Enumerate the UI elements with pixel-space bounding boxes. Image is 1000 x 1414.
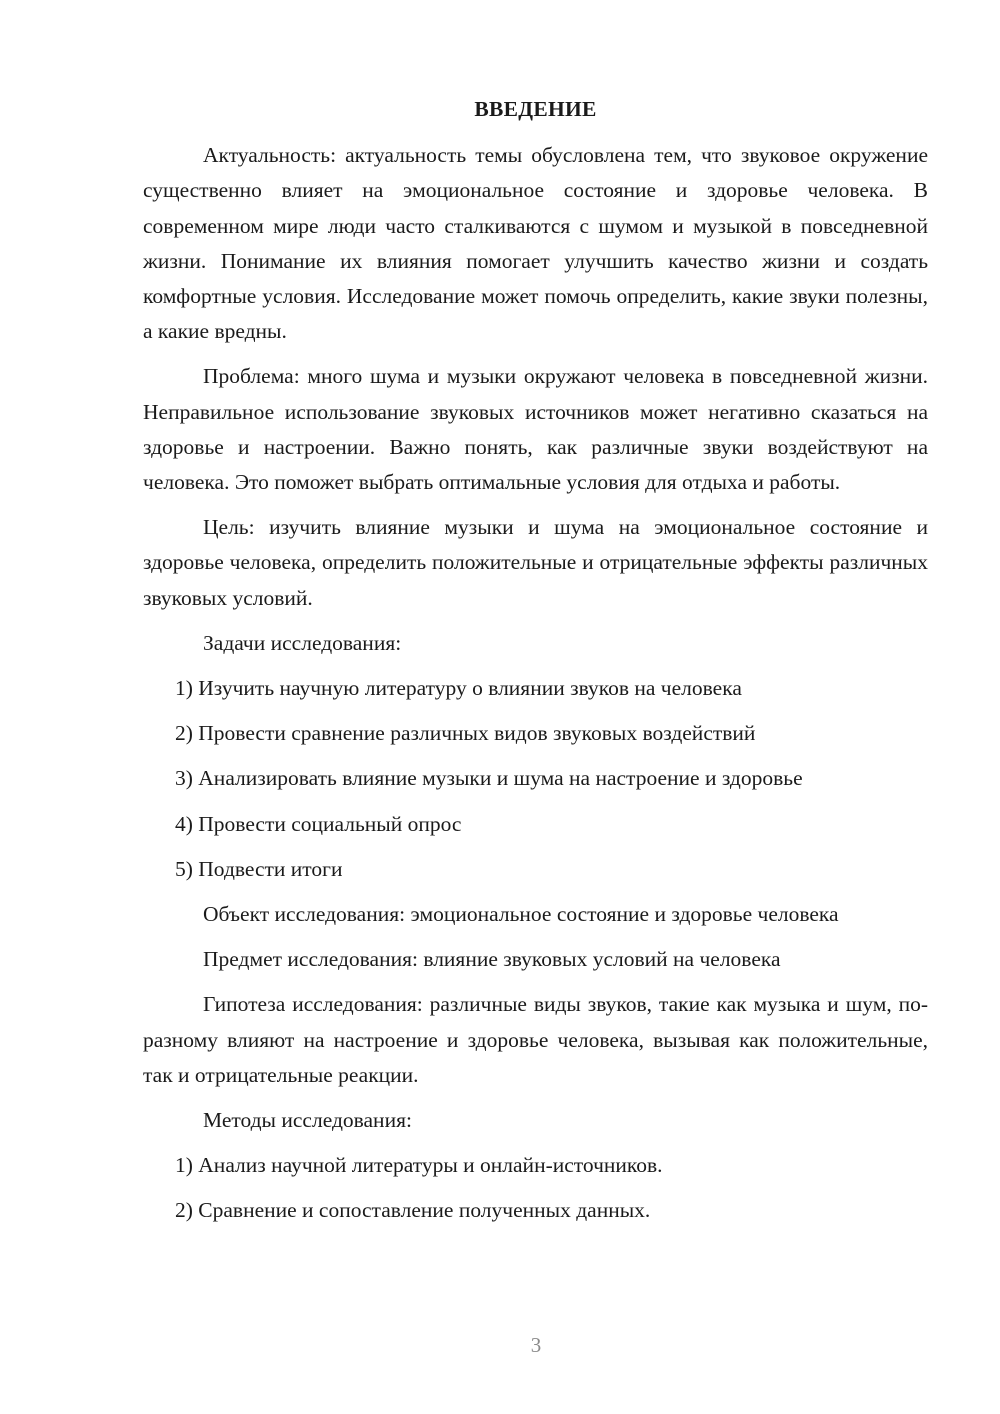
task-item: 3) Анализировать влияние музыки и шума на настроение и здоровье — [175, 766, 803, 791]
methods-heading: Методы исследования: — [203, 1108, 412, 1133]
object-paragraph: Объект исследования: эмоциональное состояние и здоровье человека — [203, 902, 839, 927]
method-item: 1) Анализ научной литературы и онлайн-источников. — [175, 1153, 663, 1178]
subject-paragraph: Предмет исследования: влияние звуковых условий на человека — [203, 947, 781, 972]
task-item: 5) Подвести итоги — [175, 856, 343, 881]
hypothesis-paragraph: Гипотеза исследования: различные виды звуков, такие как музыка и шум, по-разному влияют на настроение и здоровье человека, вызывая как положительные, так и отрицательные реакции. — [143, 992, 928, 1087]
task-item: 2) Провести сравнение различных видов звуковых воздействий — [175, 721, 756, 746]
task-item: 1) Изучить научную литературу о влиянии звуков на человека — [175, 676, 742, 701]
method-item: 2) Сравнение и сопоставление полученных данных. — [175, 1198, 651, 1223]
page-content — [143, 92, 928, 1239]
tasks-heading: Задачи исследования: — [203, 630, 402, 655]
problem-paragraph: Проблема: много шума и музыки окружают человека в повседневной жизни. Неправильное использование звуковых источников может негативно сказаться на здоровье и настроении. Важно понять, как различные звуки воздействуют на человека. Это поможет выбрать оптимальные условия для отдыха и работы. — [143, 364, 928, 495]
goal-paragraph: Цель: изучить влияние музыки и шума на эмоциональное состояние и здоровье человека, определить положительные и отрицательные эффекты различных звуковых условий. — [143, 515, 928, 610]
relevance-paragraph: Актуальность: актуальность темы обусловлена тем, что звуковое окружение существенно влияет на эмоциональное состояние и здоровье человека. В современном мире люди часто сталкиваются с шумом и музыкой в повседневной жизни. Понимание их влияния помогает улучшить качество жизни и создать комфортные условия. Исследование может помочь определить, какие звуки полезны, а какие вредны. — [143, 143, 928, 344]
section-title: ВВЕДЕНИЕ — [474, 97, 597, 121]
task-item: 4) Провести социальный опрос — [175, 811, 462, 836]
page-number: 3 — [530, 1333, 542, 1357]
